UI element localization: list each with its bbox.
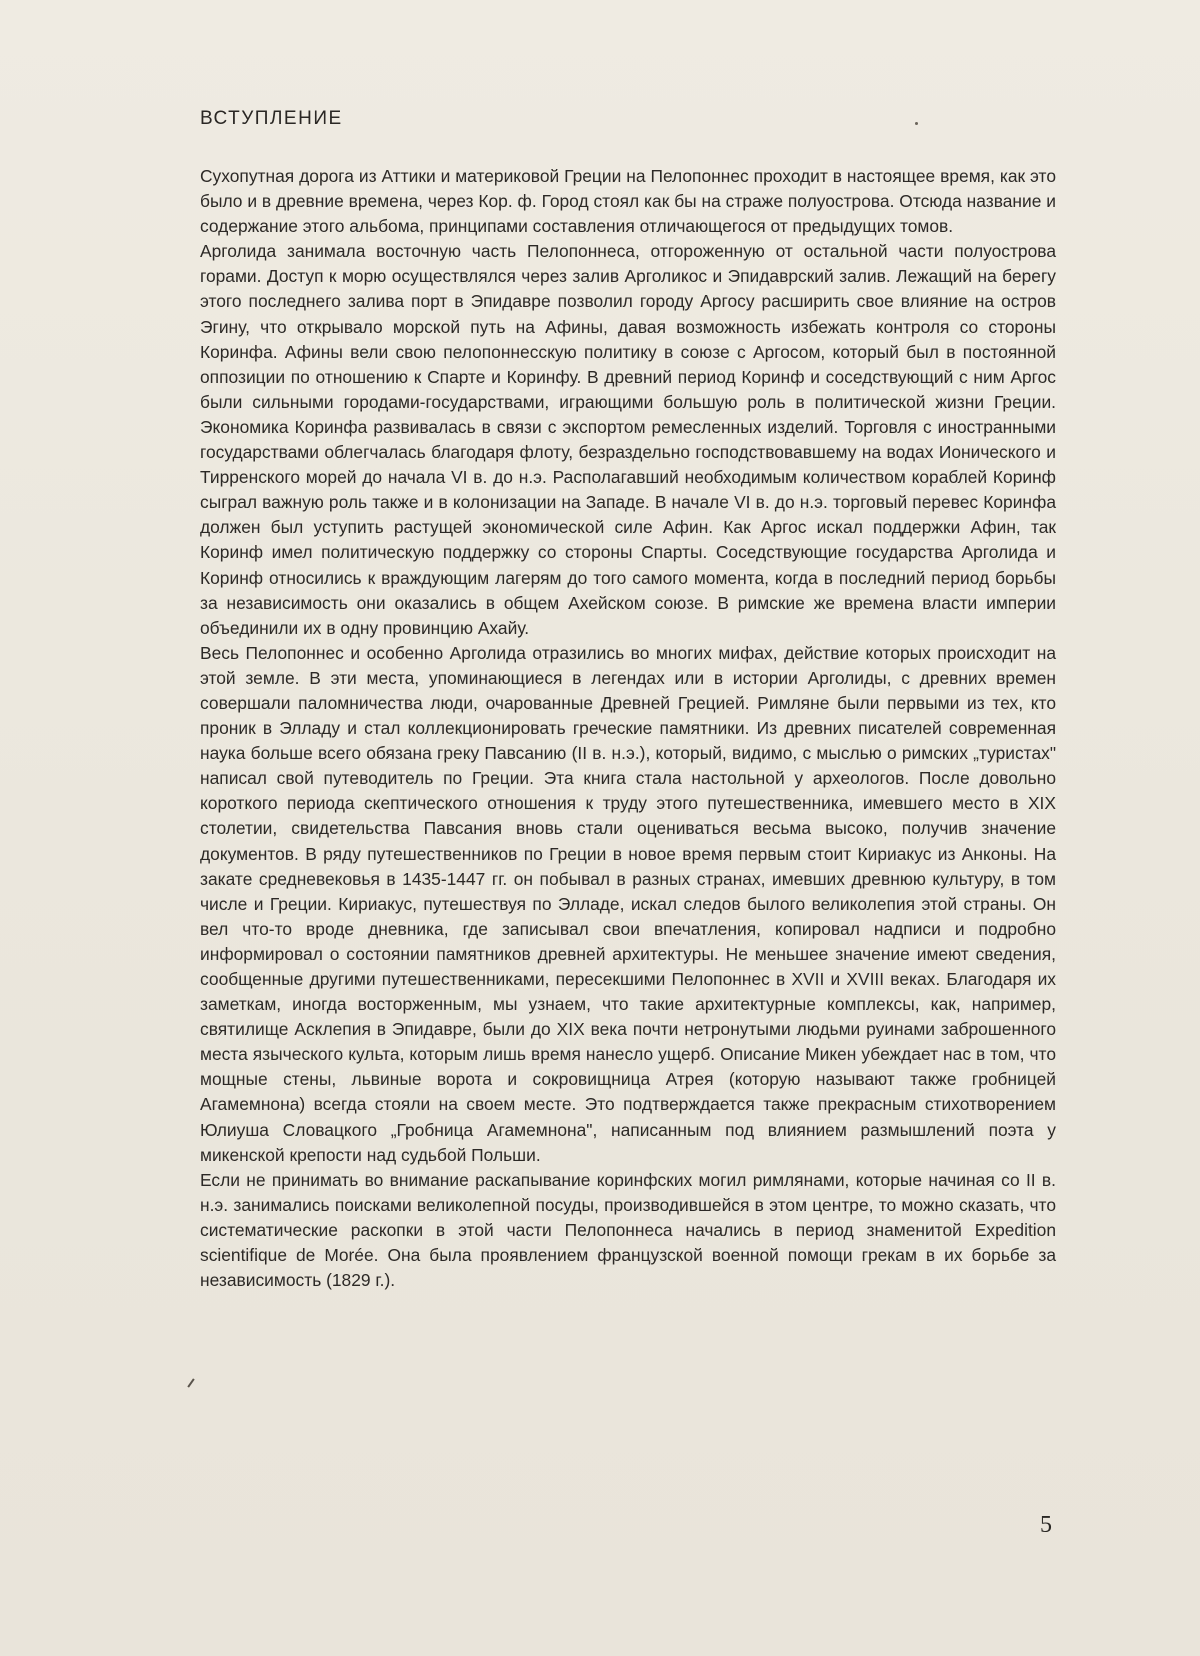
section-heading: ВСТУПЛЕНИЕ xyxy=(200,108,343,129)
pencil-margin-mark xyxy=(187,1378,194,1387)
page-number: 5 xyxy=(1040,1512,1052,1538)
body-text xyxy=(200,164,1056,1293)
paragraph-myths-travellers: Весь Пелопоннес и особенно Арголида отразились во многих мифах, действие которых происходит на этой земле. В эти места, упоминающиеся в легендах или в истории Арголиды, с древних времен совершали паломничества люди, очарованные Древней Грецией. Римляне были первыми из тех, кто проник в Элладу и стал коллекционировать греческие памятники. Из древних писателей современная наука больше всего обязана греку Павсанию (II в. н.э.), который, видимо, с мыслью о римских „туристах" написал свой путеводитель по Греции. Эта книга стала настольной у археологов. После довольно короткого периода скептического отношения к труду этого путешественника, имевшего место в XIX столетии, свидетельства Павсания вновь стали оцениваться весьма высоко, получив значение документов. В ряду путешественников по Греции в новое время первым стоит Кириакус из Анконы. На закате средневековья в 1435-1447 гг. он побывал в разных странах, имевших древнюю культуру, в том числе и Греции. Кириакус, путешествуя по Элладе, искал следов былого великолепия этой страны. Он вел что-то вроде дневника, где записывал свои впечатления, копировал надписи и подробно информировал о состоянии памятников древней архитектуры. Не меньшее значение имеют сведения, сообщенные другими путешественниками, пересекшими Пелопоннес в XVII и XVIII веках. Благодаря их заметкам, иногда восторженным, мы узнаем, что такие архитектурные комплексы, как, например, святилище Асклепия в Эпидавре, были до XIX века почти нетронутыми людьми руинами заброшенного места языческого культа, которым лишь время нанесло ущерб. Описание Микен убеждает нас в том, что мощные стены, львиные ворота и сокровищница Атрея (которую называют также гробницей Агамемнона) всегда стояли на своем месте. Это подтверждается также прекрасным стихотворением Юлиуша Словацкого „Гробница Агамемнона", написанным под влиянием размышлений поэта у микенской крепости над судьбой Польши. xyxy=(200,642,1056,1165)
paragraph-argolida: Арголида занимала восточную часть Пелопоннеса, отгороженную от остальной части полуострова горами. Доступ к морю осуществлялся через залив Арголикос и Эпидаврский залив. Лежащий на берегу этого последнего залива порт в Эпидавре позволил городу Аргосу расширить свое влияние на остров Эгину, что открывало морской путь на Афины, давая возможность избежать контроля со стороны Коринфа. Афины вели свою пелопоннесскую политику в союзе с Аргосом, который был в постоянной оппозиции по отношению к Спарте и Коринфу. В древний период Коринф и соседствующий с ним Аргос были сильными городами-государствами, играющими большую роль в политической жизни Греции. Экономика Коринфа развивалась в связи с экспортом ремесленных изделий. Торговля с иностранными государствами облегчалась благодаря флоту, безраздельно господствовавшему на водах Ионического и Тирренского морей до начала VI в. до н.э. Располагавший необходимым количеством кораблей Коринф сыграл важную роль также и в колонизации на Западе. В начале VI в. до н.э. торговый перевес Коринфа должен был уступить растущей экономической силе Афин. Как Аргос искал поддержки Афин, так Коринф имел политическую поддержку со стороны Спарты. Соседствующие государства Арголида и Коринф относились к враждующим лагерям до того самого момента, когда в последний период борьбы за независимость они оказались в общем Ахейском союзе. В римские же времена власти империи объединили их в одну провинцию Ахайу. xyxy=(200,241,1056,638)
paragraph-excavations: Если не принимать во внимание раскапывание коринфских могил римлянами, которые начиная со II в. н.э. занимались поисками великолепной посуды, производившейся в этом центре, то можно сказать, что систематические раскопки в этой части Пелопоннеса начались в период знаменитой Expedition scientifique de Morée. Она была проявлением французской военной помощи грекам в их борьбе за независимость (1829 г.). xyxy=(200,1169,1056,1291)
paper-speck xyxy=(915,122,918,125)
paragraph-intro: Сухопутная дорога из Аттики и материковой Греции на Пелопоннес проходит в настоящее время, как это было и в древние времена, через Кор. ф. Город стоял как бы на страже полуострова. Отсюда название и содержание этого альбома, принципами составления отличающегося от предыдущих томов. xyxy=(200,166,1056,237)
